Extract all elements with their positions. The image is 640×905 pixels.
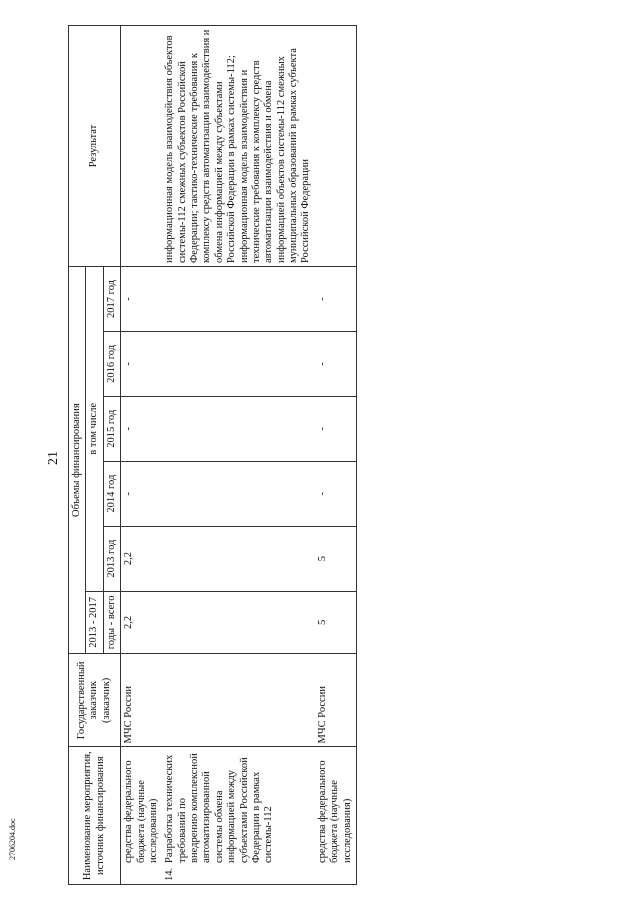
header-year-2017: 2017 год: [103, 267, 120, 332]
row-year-2017: [162, 267, 315, 332]
header-total: годы - всего: [103, 591, 120, 654]
table-row: [162, 26, 315, 885]
row-result: информационная модель взаимодействия объектов системы-112 смежных субъектов Российской Федерации; тактико-технические требования к комплексу средств автоматизации взаимодействия и обмена информацией между субъектами Российской Федерации в рамках системы-112; информационная модель взаимодействия и технические требования к комплексу средств автоматизации взаимодействия и обмена информацией объектов системы-112 смежных муниципальных образований в рамках субъекта Российской Федерации: [162, 26, 315, 267]
header-period: 2013 - 2017: [86, 591, 103, 654]
table-row: [121, 26, 163, 885]
row-index: [123, 867, 160, 881]
row-name: средства федерального бюджета (научные исследования): [316, 760, 353, 863]
row-year-2014: -: [121, 461, 163, 526]
row-name-cell: [315, 747, 357, 885]
row-total: [162, 591, 315, 654]
row-year-2013: 5: [315, 526, 357, 591]
funding-table: [68, 25, 357, 885]
header-including: в том числе: [86, 267, 103, 592]
row-customer: [162, 654, 315, 747]
row-name-cell: [121, 747, 163, 885]
row-year-2013: [162, 526, 315, 591]
header-year-2016: 2016 год: [103, 331, 120, 396]
row-year-2013: 2,2: [121, 526, 163, 591]
row-year-2015: -: [121, 396, 163, 461]
row-index: 14.: [164, 867, 176, 881]
row-total: 2,2: [121, 591, 163, 654]
row-name: средства федерального бюджета (научные исследования): [123, 760, 159, 863]
file-footer: 2706204.doc: [8, 818, 17, 860]
rotated-page: [40, 25, 620, 885]
row-customer: МЧС России: [315, 654, 357, 747]
row-year-2017: -: [315, 267, 357, 332]
header-year-2013: 2013 год: [103, 526, 120, 591]
row-total: 5: [315, 591, 357, 654]
row-year-2014: [162, 461, 315, 526]
row-name: Разработка технических требований по внедрению комплексной автоматизированной системы обмена информацией между субъектами Российской Федерации в рамках системы-112: [164, 753, 275, 863]
row-year-2015: [162, 396, 315, 461]
row-index: [317, 867, 354, 881]
header-funding: Объемы финансирования: [69, 267, 86, 654]
header-year-2015: 2015 год: [103, 396, 120, 461]
row-result: [121, 26, 163, 267]
header-result: Результат: [69, 26, 121, 267]
header-name: Наименование мероприятия, источник финансирования: [69, 747, 121, 885]
row-year-2016: [162, 331, 315, 396]
row-result: [315, 26, 357, 267]
row-customer: МЧС России: [121, 654, 163, 747]
header-year-2014: 2014 год: [103, 461, 120, 526]
row-year-2017: -: [121, 267, 163, 332]
page-number: 21: [46, 451, 61, 465]
row-year-2014: -: [315, 461, 357, 526]
row-year-2016: -: [121, 331, 163, 396]
row-year-2015: -: [315, 396, 357, 461]
row-year-2016: -: [315, 331, 357, 396]
row-name-cell: [162, 747, 315, 885]
header-customer: Государственный заказчик (заказчик): [69, 654, 121, 747]
table-row: [315, 26, 357, 885]
